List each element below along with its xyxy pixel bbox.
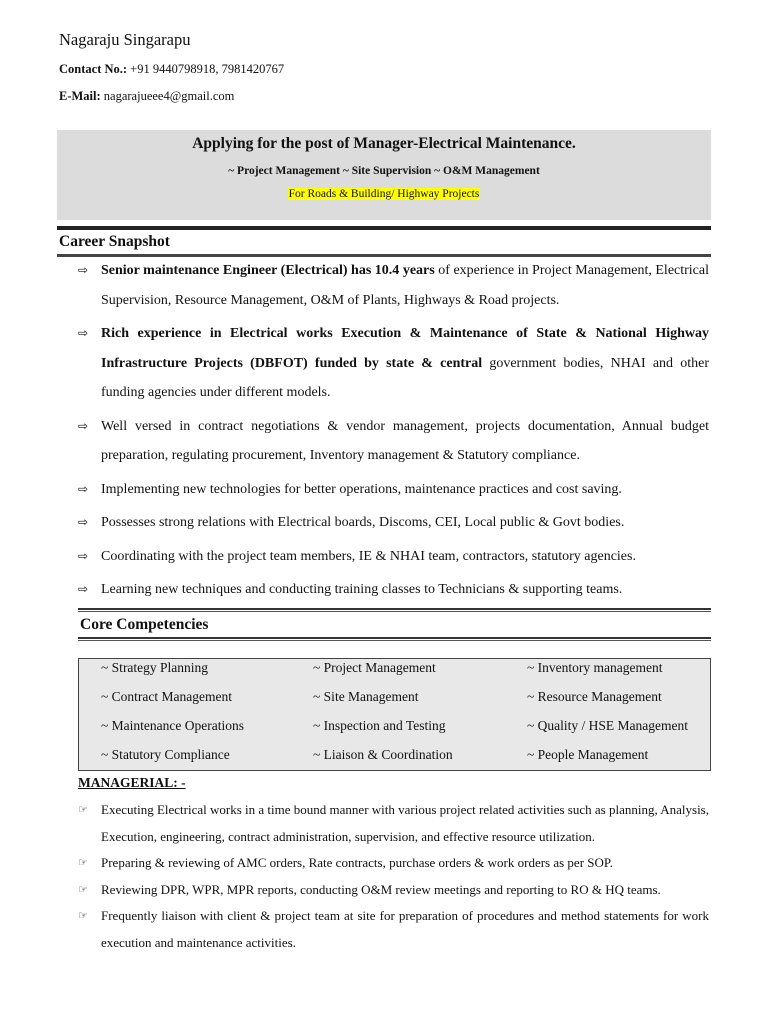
- competency-item: ~ Strategy Planning: [101, 660, 209, 675]
- career-item: [78, 508, 709, 538]
- career-item-bold: Rich experience in Electrical works Execution & Maintenance of State & National Highway Infrastructure Projects (DBFOT) funded by state & central: [101, 326, 709, 371]
- career-item-text: Coordinating with the project team members, IE & NHAI team, contractors, statutory agencies.: [101, 548, 636, 564]
- hand-pointer-bullet-icon: ☞: [78, 856, 88, 869]
- email-line: [59, 89, 234, 104]
- competency-item: ~ Inspection and Testing: [313, 718, 446, 733]
- managerial-item-text: Reviewing DPR, WPR, MPR reports, conducting O&M review meetings and reporting to RO & HQ teams.: [101, 881, 661, 897]
- managerial-list: [78, 797, 709, 956]
- email-label: E-Mail:: [59, 89, 101, 103]
- career-item: [78, 475, 709, 505]
- competency-item: ~ Resource Management: [527, 689, 662, 704]
- competencies-box: [78, 658, 711, 771]
- divider: [57, 226, 711, 230]
- core-competencies-heading: Core Competencies: [80, 616, 209, 633]
- objective-subtitle: ~ Project Management ~ Site Supervision ~ O&M Management: [228, 165, 540, 177]
- contact-value: +91 9440798918, 7981420767: [127, 62, 285, 76]
- managerial-item-text: Executing Electrical works in a time bound manner with various project related activities such as planning, Analysis, Execution, engineering, contract administration, supervision, and effective resource utilization.: [101, 802, 709, 844]
- managerial-item: [78, 797, 709, 850]
- arrow-bullet-icon: ⇨: [78, 548, 89, 563]
- contact-label: Contact No.:: [59, 62, 128, 76]
- arrow-bullet-icon: ⇨: [78, 263, 89, 277]
- career-item: [78, 542, 709, 572]
- managerial-item-text: Preparing & reviewing of AMC orders, Rate contracts, purchase orders & work orders as per SOP.: [101, 855, 613, 870]
- competency-item: ~ Site Management: [313, 689, 419, 704]
- hand-pointer-bullet-icon: ☞: [78, 882, 88, 896]
- competency-item: ~ Statutory Compliance: [101, 747, 230, 762]
- managerial-item-text: Frequently liaison with client & project team at site for preparation of procedures and method statements for work execution and maintenance activities.: [101, 908, 709, 950]
- competency-item: ~ Project Management: [313, 660, 436, 675]
- career-item-text: of experience in Project Management, Electrical Supervision, Resource Management, O&M of Plants, Highways & Road projects.: [101, 263, 710, 308]
- divider: [78, 637, 711, 641]
- candidate-name: Nagaraju Singarapu: [59, 30, 191, 49]
- objective-highlight: For Roads & Building/ Highway Projects: [288, 188, 480, 200]
- career-item-text: Implementing new technologies for better operations, maintenance practices and cost saving.: [101, 481, 622, 497]
- hand-pointer-bullet-icon: ☞: [78, 909, 88, 922]
- career-item: [78, 575, 709, 605]
- career-item: [78, 319, 709, 408]
- career-item-text: Possesses strong relations with Electrical boards, Discoms, CEI, Local public & Govt bodies.: [101, 515, 625, 530]
- arrow-bullet-icon: ⇨: [78, 515, 89, 529]
- email-value: nagarajueee4@gmail.com: [100, 89, 235, 103]
- arrow-bullet-icon: ⇨: [78, 582, 89, 596]
- contact-line: [59, 62, 284, 77]
- career-item-text: Learning new techniques and conducting training classes to Technicians & supporting teams.: [101, 582, 623, 597]
- managerial-heading: MANAGERIAL: -: [78, 775, 186, 790]
- competency-item: ~ Inventory management: [527, 660, 663, 675]
- career-snapshot-heading: Career Snapshot: [59, 233, 170, 250]
- divider: [78, 608, 711, 612]
- arrow-bullet-icon: ⇨: [78, 326, 89, 340]
- managerial-item: [78, 877, 709, 904]
- career-item-text: government bodies, NHAI and other funding agencies under different models.: [101, 355, 709, 400]
- managerial-item: [78, 903, 709, 956]
- career-list: [78, 256, 709, 609]
- career-item: [78, 412, 709, 471]
- competency-item: ~ Contract Management: [101, 689, 233, 704]
- career-item-text: Well versed in contract negotiations & vendor management, projects documentation, Annual budget preparation, regulating procurement, Inventory management & Statutory compliance.: [101, 418, 709, 463]
- objective-banner: [57, 130, 711, 220]
- arrow-bullet-icon: ⇨: [78, 481, 89, 496]
- competency-item: ~ Liaison & Coordination: [313, 747, 453, 762]
- career-item-bold: Senior maintenance Engineer (Electrical) has 10.4 years: [101, 263, 435, 278]
- managerial-item: [78, 850, 709, 877]
- competency-item: ~ Maintenance Operations: [101, 718, 245, 733]
- competency-item: ~ Quality / HSE Management: [527, 718, 689, 733]
- objective-title: Applying for the post of Manager-Electrical Maintenance.: [192, 135, 576, 152]
- competency-item: ~ People Management: [527, 747, 649, 762]
- career-item: [78, 256, 709, 315]
- hand-pointer-bullet-icon: ☞: [78, 803, 88, 816]
- arrow-bullet-icon: ⇨: [78, 418, 89, 433]
